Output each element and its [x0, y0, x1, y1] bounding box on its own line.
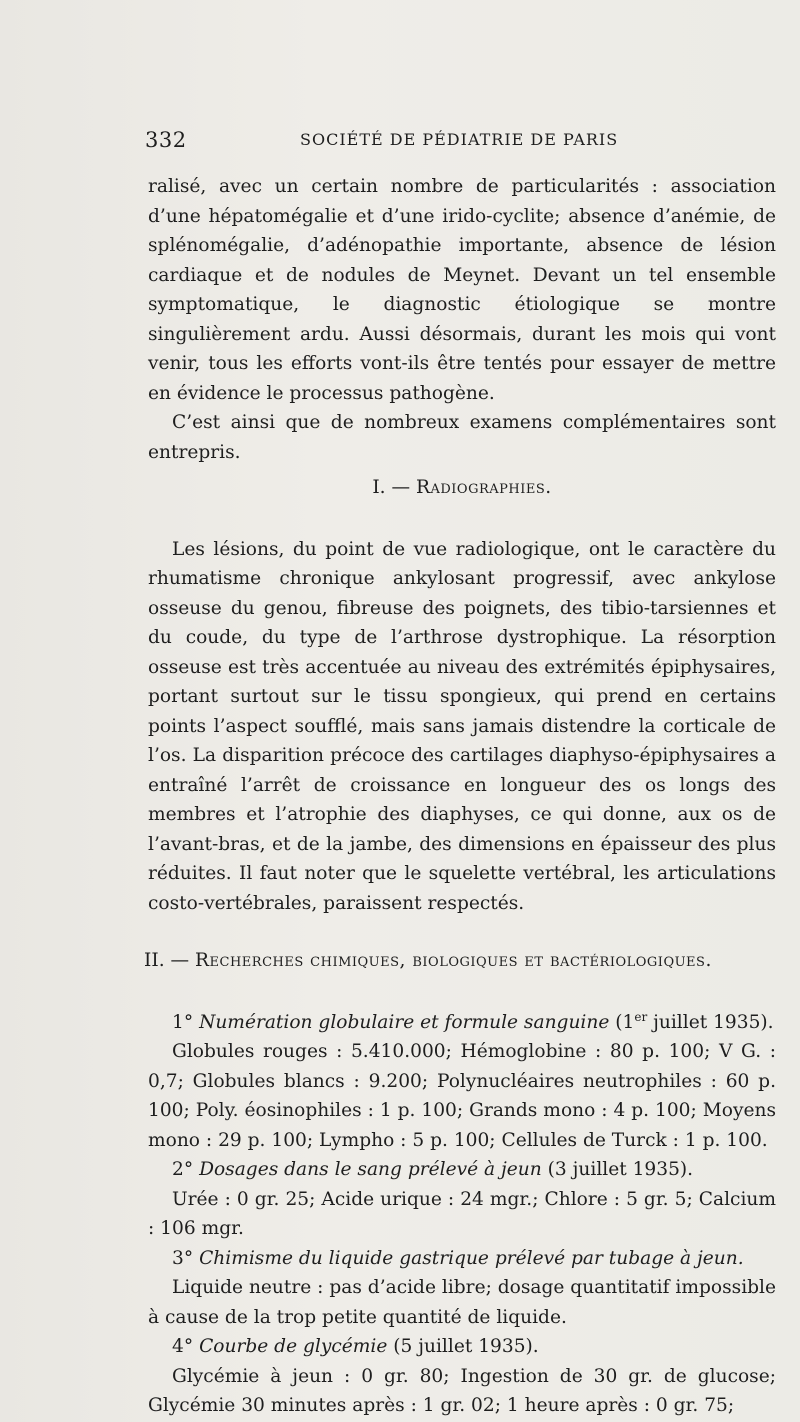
spacer	[148, 918, 776, 940]
intro-paragraph-2: C’est ainsi que de nombreux examens complémentaires sont entrepris.	[148, 412, 776, 463]
item-1-number: 1°	[172, 1011, 194, 1033]
item-1-heading	[148, 1008, 776, 1038]
item-3-number: 3°	[172, 1247, 194, 1269]
item-2-heading	[148, 1155, 776, 1185]
running-title: SOCIÉTÉ DE PÉDIATRIE DE PARIS	[300, 130, 619, 149]
item-1-title: Numération globulaire et formule sanguine	[199, 1011, 610, 1033]
section-1-prefix: I. —	[372, 477, 416, 498]
item-4-heading	[148, 1332, 776, 1362]
item-2-text: Urée : 0 gr. 25; Acide urique : 24 mgr.; Chlore : 5 gr. 5; Calcium : 106 mgr.	[148, 1188, 776, 1239]
spacer	[148, 990, 776, 1008]
section-1-title	[148, 473, 776, 503]
intro-paragraph-1: ralisé, avec un certain nombre de particularités : association d’une hépatomégalie et d’une irido-cyclite; absence d’anémie, de splénomégalie, d’adénopathie importante, absence de lésion cardiaque et de nodules de Meynet. Devant un tel ensemble symptomatique, le diagnostic étiologique se montre singulièrement ardu. Aussi désormais, durant les mois qui vont venir, tous les efforts vont-ils être tentés pour essayer de mettre en évidence le processus pathogène.	[148, 176, 776, 404]
section-2-title	[144, 946, 776, 976]
page-number: 332	[145, 128, 187, 152]
item-4-date: (5 juillet 1935).	[387, 1336, 539, 1357]
item-3-text: Liquide neutre : pas d’acide libre; dosage quantitatif impossible à cause de la trop petite quantité de liquide.	[148, 1277, 776, 1328]
section-1-paragraph: Les lésions, du point de vue radiologique, ont le caractère du rhumatisme chronique ankylosant progressif, avec ankylose osseuse du genou, fibreuse des poignets, des tibio-tarsiennes et du coude, du type de l’arthrose dystrophique. La résorption osseuse est très accentuée au niveau des extrémités épiphysaires, portant surtout sur le tissu spongieux, qui prend en certains points l’aspect soufflé, mais sans jamais distendre la corticale de l’os. La disparition précoce des cartilages diaphyso-épiphysaires a entraîné l’arrêt de croissance en longueur des os longs des membres et l’atrophie des diaphyses, ce qui donne, aux os de l’avant-bras, et de la jambe, des dimensions en épaisseur des plus réduites. Il faut noter que le squelette vertébral, les articulations costo-vertébrales, paraissent respectés.	[148, 538, 776, 914]
item-2-number: 2°	[172, 1159, 194, 1180]
item-1-date-sup: er	[634, 1009, 648, 1024]
section-2-heading: Recherches chimiques, biologiques et bactériologiques.	[195, 950, 712, 971]
item-1-text: Globules rouges : 5.410.000; Hémoglobine : 80 p. 100; V G. : 0,7; Globules blancs : 9.200; Polynucléaires neutrophiles : 60 p. 100; Poly. éosinophiles : 1 p. 100; Grands mono : 4 p. 100; Moyens mono : 29 p. 100; Lympho : 5 p. 100; Cellules de Turck : 1 p. 100.	[148, 1041, 776, 1151]
spacer	[148, 517, 776, 535]
page-body	[144, 172, 776, 1421]
item-4-text: Glycémie à jeun : 0 gr. 80; Ingestion de 30 gr. de glucose; Glycémie 30 minutes après : 1 gr. 02; 1 heure après : 0 gr. 75;	[148, 1365, 776, 1416]
section-2-prefix: II. —	[144, 950, 196, 971]
item-4-title: Courbe de glycémie	[199, 1336, 388, 1357]
item-2-date: (3 juillet 1935).	[541, 1159, 694, 1180]
item-4-number: 4°	[172, 1336, 194, 1357]
section-1-heading: Radiographies.	[415, 477, 552, 498]
item-1-date-open: (1	[615, 1011, 635, 1033]
item-1-date-rest: juillet 1935).	[647, 1011, 774, 1033]
item-3-title: Chimisme du liquide gastrique prélevé par tubage à jeun.	[199, 1247, 744, 1269]
item-2-title: Dosages dans le sang prélevé à jeun	[199, 1159, 542, 1180]
item-3-heading	[148, 1244, 776, 1274]
